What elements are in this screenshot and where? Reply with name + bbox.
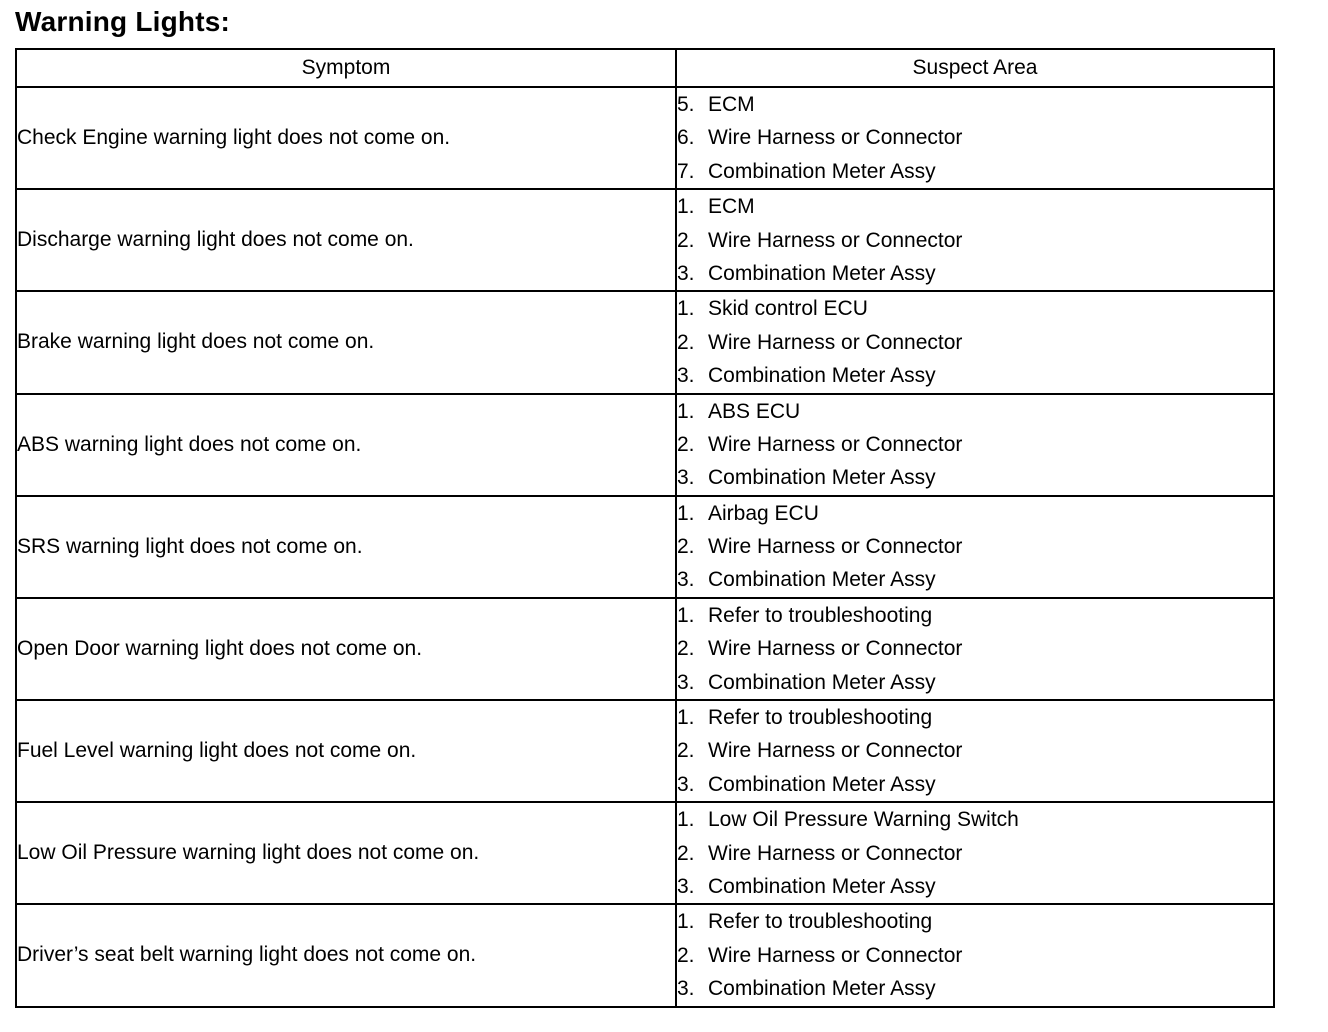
suspect-item-text: Wire Harness or Connector <box>708 228 963 252</box>
symptom-cell: Brake warning light does not come on. <box>16 291 676 393</box>
suspect-item-text: Low Oil Pressure Warning Switch <box>708 808 1019 832</box>
suspect-area-cell <box>676 496 1274 598</box>
suspect-list-item <box>677 359 1273 392</box>
suspect-item-number: 3. <box>677 874 695 898</box>
suspect-area-cell <box>676 598 1274 700</box>
suspect-item-number: 2. <box>677 330 695 354</box>
suspect-list-item <box>677 292 1273 325</box>
suspect-item-text: Airbag ECU <box>708 501 819 525</box>
suspect-list-item <box>677 88 1273 121</box>
suspect-list-item <box>677 939 1273 972</box>
table-row <box>16 598 1274 700</box>
suspect-item-text: Wire Harness or Connector <box>708 943 963 967</box>
suspect-item-text: Wire Harness or Connector <box>708 535 963 559</box>
suspect-list-item <box>677 666 1273 699</box>
suspect-list-item <box>677 326 1273 359</box>
symptom-cell: ABS warning light does not come on. <box>16 394 676 496</box>
table-row <box>16 904 1274 1006</box>
suspect-item-number: 1. <box>677 399 695 423</box>
suspect-item-number: 2. <box>677 841 695 865</box>
suspect-list-item <box>677 905 1273 938</box>
suspect-item-number: 1. <box>677 501 695 525</box>
suspect-item-number: 2. <box>677 943 695 967</box>
suspect-area-cell <box>676 291 1274 393</box>
symptom-cell: Check Engine warning light does not come on. <box>16 87 676 189</box>
suspect-item-number: 1. <box>677 297 695 321</box>
suspect-item-text: Refer to troubleshooting <box>708 706 933 730</box>
page-title: Warning Lights: <box>15 6 231 37</box>
suspect-item-number: 2. <box>677 739 695 763</box>
suspect-list-item <box>677 632 1273 665</box>
suspect-item-text: Wire Harness or Connector <box>708 739 963 763</box>
table-row <box>16 189 1274 291</box>
table-row <box>16 87 1274 189</box>
suspect-list-item <box>677 257 1273 290</box>
suspect-list-item <box>677 121 1273 154</box>
symptom-cell: Driver’s seat belt warning light does not come on. <box>16 904 676 1006</box>
suspect-list-item <box>677 395 1273 428</box>
suspect-item-text: ECM <box>708 93 755 116</box>
suspect-area-cell <box>676 394 1274 496</box>
table-row <box>16 700 1274 802</box>
suspect-item-text: Combination Meter Assy <box>708 874 936 898</box>
suspect-item-text: Combination Meter Assy <box>708 364 936 388</box>
suspect-item-text: Combination Meter Assy <box>708 466 936 490</box>
suspect-list-item <box>677 734 1273 767</box>
suspect-item-number: 1. <box>677 808 695 832</box>
table-body <box>16 87 1274 1007</box>
suspect-item-text: Wire Harness or Connector <box>708 126 963 150</box>
suspect-item-number: 6. <box>677 126 695 150</box>
suspect-list-item <box>677 701 1273 734</box>
suspect-item-number: 1. <box>677 603 695 627</box>
suspect-item-number: 3. <box>677 772 695 796</box>
suspect-list-item <box>677 428 1273 461</box>
suspect-list-item <box>677 563 1273 596</box>
suspect-item-number: 2. <box>677 432 695 456</box>
suspect-item-text: Wire Harness or Connector <box>708 637 963 661</box>
suspect-list-item <box>677 155 1273 188</box>
suspect-item-number: 3. <box>677 977 695 1001</box>
suspect-item-text: Refer to troubleshooting <box>708 603 933 627</box>
suspect-list-item <box>677 190 1273 223</box>
suspect-item-text: Combination Meter Assy <box>708 261 936 285</box>
suspect-item-number: 1. <box>677 910 695 934</box>
table-row <box>16 496 1274 598</box>
suspect-item-number: 1. <box>677 195 695 219</box>
suspect-item-number: 2. <box>677 637 695 661</box>
symptom-cell: Fuel Level warning light does not come on. <box>16 700 676 802</box>
suspect-area-column-header: Suspect Area <box>676 49 1274 87</box>
suspect-item-number: 5. <box>677 93 695 116</box>
suspect-item-text: Combination Meter Assy <box>708 568 936 592</box>
suspect-item-text: ABS ECU <box>708 399 801 423</box>
suspect-item-text: Wire Harness or Connector <box>708 330 963 354</box>
suspect-list-item <box>677 224 1273 257</box>
suspect-item-number: 2. <box>677 535 695 559</box>
suspect-item-text: Combination Meter Assy <box>708 670 936 694</box>
warning-lights-table <box>15 48 1275 1008</box>
table-row <box>16 802 1274 904</box>
suspect-list-item <box>677 972 1273 1005</box>
table-row <box>16 291 1274 393</box>
symptom-cell: Discharge warning light does not come on. <box>16 189 676 291</box>
suspect-list-item <box>677 599 1273 632</box>
suspect-item-number: 1. <box>677 706 695 730</box>
suspect-item-text: Combination Meter Assy <box>708 159 936 183</box>
suspect-item-number: 3. <box>677 261 695 285</box>
suspect-item-text: Combination Meter Assy <box>708 977 936 1001</box>
suspect-area-cell <box>676 87 1274 189</box>
suspect-item-text: Wire Harness or Connector <box>708 841 963 865</box>
suspect-list-item <box>677 768 1273 801</box>
suspect-list-item <box>677 837 1273 870</box>
suspect-item-text: Wire Harness or Connector <box>708 432 963 456</box>
suspect-item-text: Skid control ECU <box>708 297 868 321</box>
suspect-item-number: 7. <box>677 159 695 183</box>
suspect-item-number: 3. <box>677 364 695 388</box>
suspect-item-number: 3. <box>677 568 695 592</box>
symptom-cell: Open Door warning light does not come on. <box>16 598 676 700</box>
suspect-list-item <box>677 530 1273 563</box>
suspect-item-number: 3. <box>677 466 695 490</box>
suspect-area-cell <box>676 189 1274 291</box>
symptom-column-header: Symptom <box>16 49 676 87</box>
suspect-list-item <box>677 803 1273 836</box>
symptom-cell: SRS warning light does not come on. <box>16 496 676 598</box>
suspect-list-item <box>677 870 1273 903</box>
table-row <box>16 394 1274 496</box>
suspect-item-text: Refer to troubleshooting <box>708 910 933 934</box>
suspect-list-item <box>677 497 1273 530</box>
suspect-item-text: ECM <box>708 195 755 219</box>
suspect-area-cell <box>676 904 1274 1006</box>
suspect-area-cell <box>676 802 1274 904</box>
table-header-row <box>16 49 1274 87</box>
suspect-item-number: 3. <box>677 670 695 694</box>
suspect-area-cell <box>676 700 1274 802</box>
symptom-cell: Low Oil Pressure warning light does not come on. <box>16 802 676 904</box>
suspect-item-number: 2. <box>677 228 695 252</box>
suspect-item-text: Combination Meter Assy <box>708 772 936 796</box>
suspect-list-item <box>677 461 1273 494</box>
